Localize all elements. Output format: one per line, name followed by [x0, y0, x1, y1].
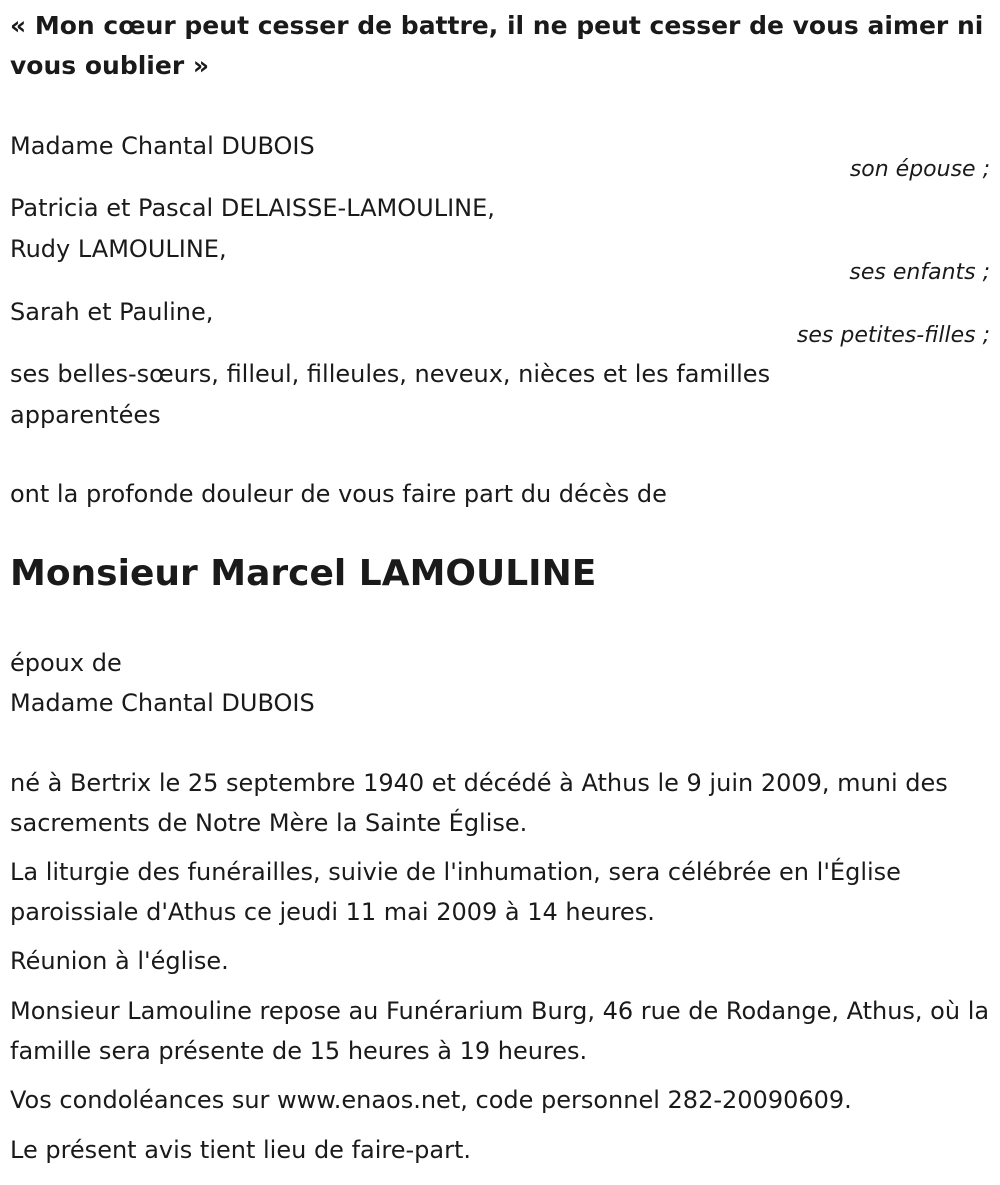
children-role: ses enfants ; [849, 260, 990, 285]
meeting-paragraph: Réunion à l'église. [10, 947, 229, 975]
deceased-spouse-name: Madame Chantal DUBOIS [10, 689, 315, 717]
rest-paragraph: Monsieur Lamouline repose au Funérarium Burg, 46 rue de Rodange, Athus, où la famille sera présente de 15 heures à 19 heures. [10, 997, 990, 1065]
condolences-paragraph: Vos condoléances sur www.enaos.net, code personnel 282-20090609. [10, 1086, 852, 1114]
granddaughters-role: ses petites-filles ; [796, 323, 990, 348]
spouse-name: Madame Chantal DUBOIS [10, 132, 315, 160]
spouse-role: son épouse ; [849, 157, 990, 182]
announcement-text: ont la profonde douleur de vous faire part du décès de [10, 480, 667, 508]
deceased-name: Monsieur Marcel LAMOULINE [10, 553, 597, 594]
granddaughters-names: Sarah et Pauline, [10, 298, 214, 326]
liturgy-paragraph: La liturgie des funérailles, suivie de l'inhumation, sera célébrée en l'Église paroissiale d'Athus ce jeudi 11 mai 2009 à 14 heures. [10, 858, 901, 926]
spouse-intro: époux de [10, 649, 122, 677]
children-line-1: Patricia et Pascal DELAISSE-LAMOULINE, [10, 194, 495, 222]
notice-paragraph: Le présent avis tient lieu de faire-part. [10, 1136, 472, 1164]
relatives-line-1: ses belles-sœurs, filleul, filleules, neveux, nièces et les familles [10, 360, 771, 388]
birth-death-paragraph: né à Bertrix le 25 septembre 1940 et décédé à Athus le 9 juin 2009, muni des sacrements de Notre Mère la Sainte Église. [10, 769, 948, 837]
relatives-line-2: apparentées [10, 401, 161, 429]
epitaph-quote: « Mon cœur peut cesser de battre, il ne peut cesser de vous aimer ni vous oublier » [10, 11, 984, 80]
children-line-2: Rudy LAMOULINE, [10, 235, 227, 263]
